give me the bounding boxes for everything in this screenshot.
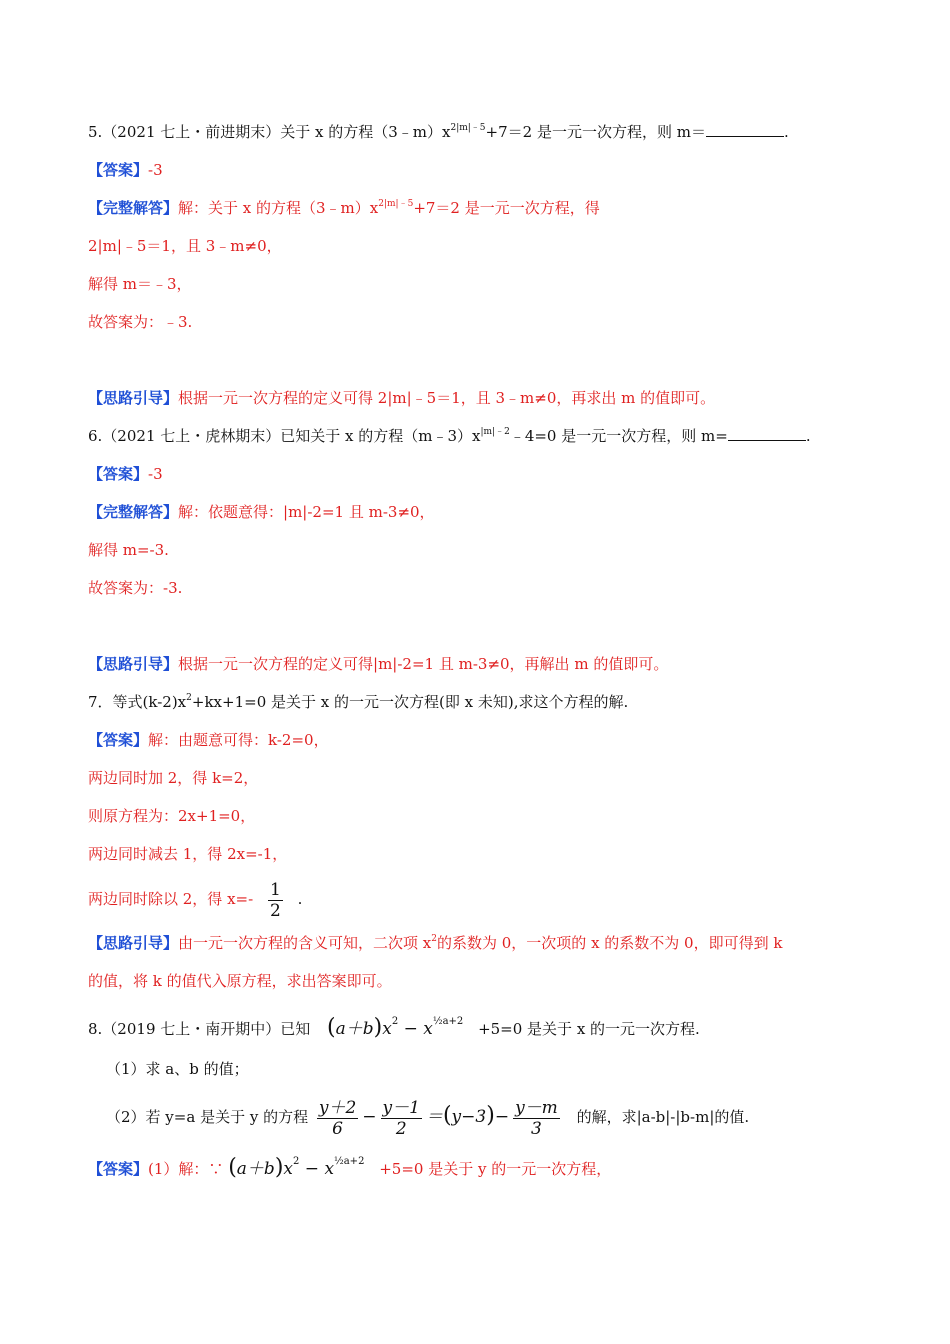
q5-hint: 【思路引导】根据一元一次方程的定义可得 2|m|﹣5＝1，且 3﹣m≠0，再求出 m 的值即可。 xyxy=(88,389,716,407)
q8-answer: 【答案】(1）解：∵ $(a+b)x^2 - x^{\frac{1}{2}a+2} +5=0$ 是关于 y 的一元一次方程， xyxy=(88,1155,612,1180)
fraction: $\frac{1}{2}$ xyxy=(269,879,281,921)
q5-answer: 【答案】-3 xyxy=(88,161,163,179)
q8-part1: （1）求 a、b 的值； xyxy=(106,1060,249,1078)
fraction: $\frac{y-1}{2}$ xyxy=(382,1097,420,1139)
q8-part2: （2）若 y=a 是关于 y 的方程 $\frac{y+2}{6}$ − $\frac{y-1}{2}$ ＝(y−3)− $\frac{y-m}{3}$ 的解，求|a-b|-|b-m|的值. xyxy=(106,1097,750,1139)
q5-solution-line: 故答案为：﹣3. xyxy=(88,313,193,331)
q5-solution: 【完整解答】解：关于 x 的方程$(3﹣m)x^{2|m|﹣5}+7=2$ 是一元一次方程，得 xyxy=(88,199,600,217)
q6-solution-line: 解得 m=-3. xyxy=(88,541,169,559)
q7-hint: 【思路引导】由一元一次方程的含义可知，二次项 $x^2$的系数为 0，一次项的 x 的系数不为 0，即可得到 k xyxy=(88,934,783,952)
math-expression: $(a+b)x^2 - x^{\frac{1}{2}a+2}$ xyxy=(327,1015,464,1040)
q5-solution-line: 2|m|﹣5＝1，且 3﹣m≠0， xyxy=(88,237,282,255)
q5-stem: 5.（2021 七上・前进期末）关于 x 的方程$(3﹣m)x^{2|m|﹣5}+7=2$ 是一元一次方程，则 m＝ . xyxy=(88,123,789,141)
q5-solution-line: 解得 m＝﹣3， xyxy=(88,275,192,293)
q7-solution-line: 则原方程为：2x+1=0， xyxy=(88,807,256,825)
q6-hint: 【思路引导】根据一元一次方程的定义可得|m|-2=1 且 m-3≠0，再解出 m 的值即可。 xyxy=(88,655,669,673)
q8-stem: 8.（2019 七上・南开期中）已知 $(a+b)x^2 - x^{\frac{1}{2}a+2} +5=0$ 是关于 x 的一元一次方程. xyxy=(88,1015,700,1040)
q6-solution: 【完整解答】解：依题意得：|m|-2=1 且 m-3≠0， xyxy=(88,503,435,521)
q6-solution-line: 故答案为：-3. xyxy=(88,579,183,597)
q7-answer: 【答案】解：由题意可得：k-2=0， xyxy=(88,731,329,749)
fraction: $\frac{y+2}{6}$ xyxy=(318,1097,357,1139)
q6-stem: 6.（2021 七上・虎林期末）已知关于 x 的方程$(m﹣3)x^{|m|﹣2}﹣4=0$ 是一元一次方程，则 m= . xyxy=(88,427,811,445)
answer-blank xyxy=(706,122,784,137)
q7-solution-line: 两边同时减去 1，得 2x=-1， xyxy=(88,845,288,863)
q7-stem: 7．等式$(k-2)x^2+kx+1=0$ 是关于 x 的一元一次方程(即 x 未知),求这个方程的解. xyxy=(88,693,629,711)
q7-hint-line: 的值，将 k 的值代入原方程，求出答案即可。 xyxy=(88,972,392,990)
q7-solution-line: 两边同时加 2，得 k=2， xyxy=(88,769,259,787)
fraction: $\frac{y-m}{3}$ xyxy=(515,1097,558,1139)
math-expression: $(a+b)x^2 - x^{\frac{1}{2}a+2}$ xyxy=(228,1155,365,1180)
q7-solution-line: 两边同时除以 2，得 x=- $\frac{1}{2}$ . xyxy=(88,879,303,921)
q6-answer: 【答案】-3 xyxy=(88,465,163,483)
answer-blank xyxy=(728,426,806,441)
